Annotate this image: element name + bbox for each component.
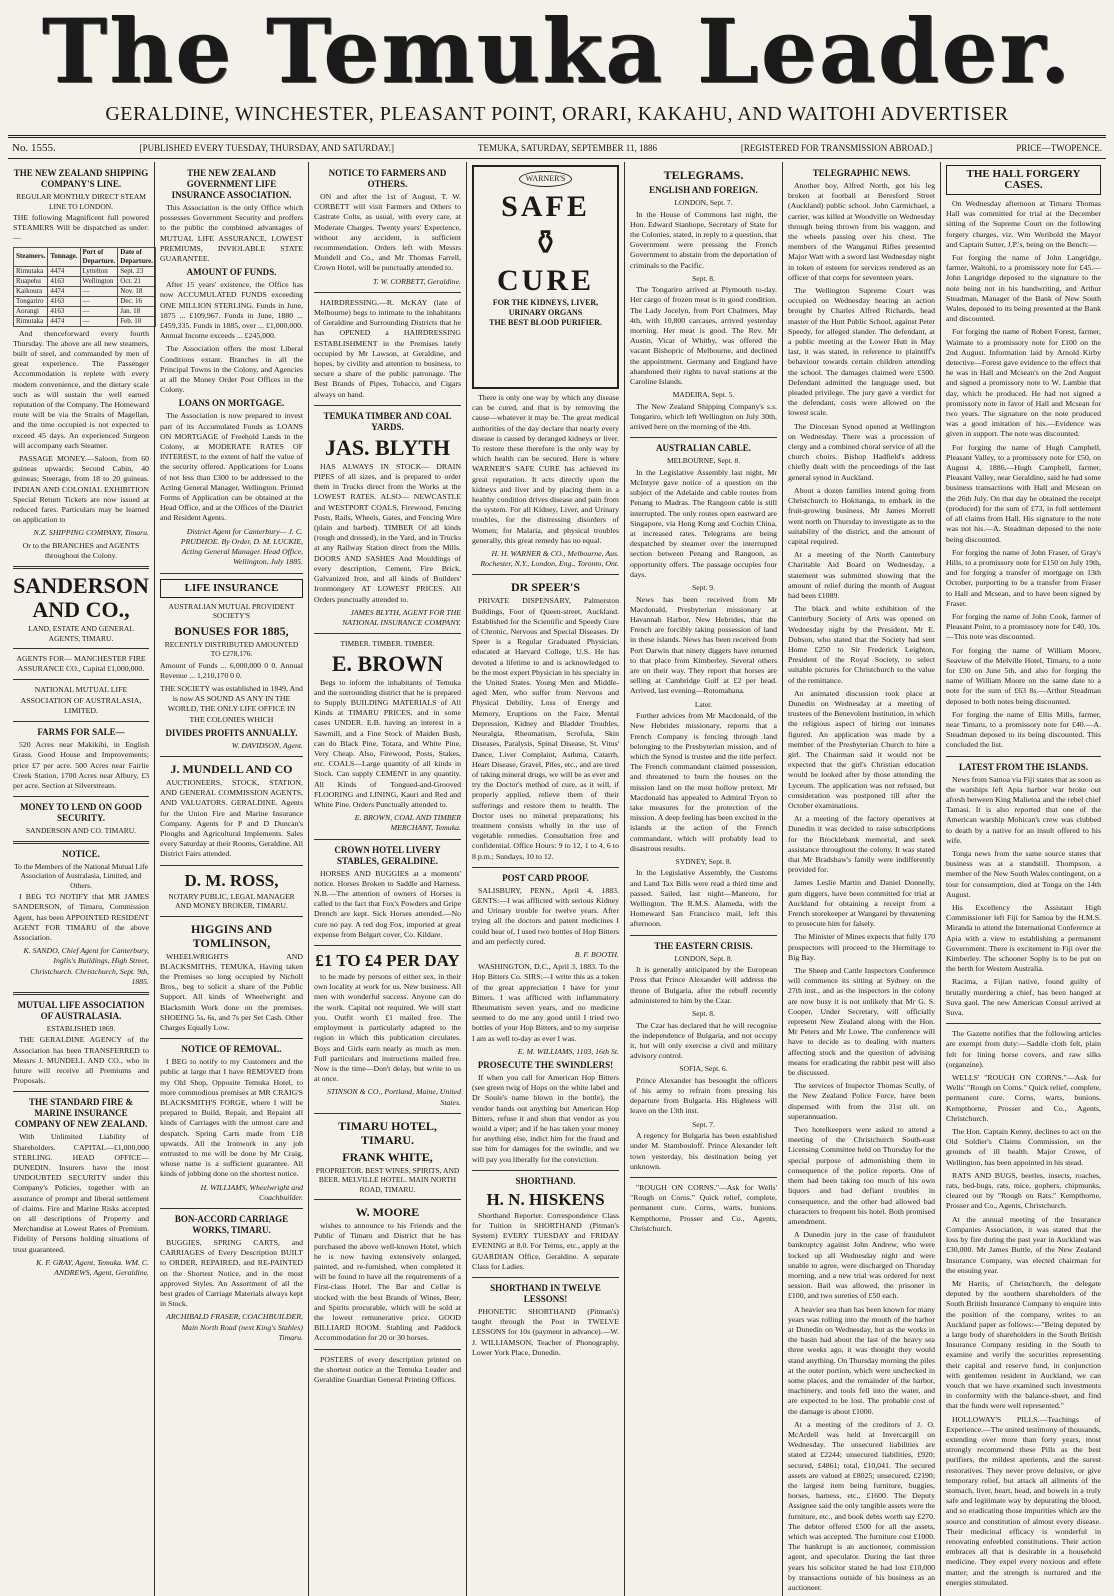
news-item: The Diocesan Synod opened at Wellington on Wednesday. There was a procession of clergy and a combined choral service of all the church choirs. Bishop Hadfield's address chiefly dealt with the proceedings of the last general synod in Auckland. — [788, 421, 935, 482]
higgins-body: WHEELWRIGHTS AND BLACKSMITHS, TEMUKA, Having taken the Premises so long occupied by Nicholl Bros., beg to solicit a share of the Public Support. All kinds of Wheelwright and Blacksmith Work done on the premises. SHOEING 5s, 6s, and 7s per Set Cash. Other Charges Equally Low. — [160, 951, 303, 1032]
brown-body: Begs to inform the inhabitants of Temuka and the surrounding district that he is prepared to Supply BUILDING MATERIALS of All Kinds at TIMARU PRICES, and in some cases UNDER. E.B. having an interest in a Sawmill, and a Fine Stock of Maiden Bush, can do Black Pine, Totara, and White Pine, Very Cheap. Also, Firewood, Posts, Stakes, etc. COALS—Large quantity of all kinds in Stock. Can supply CEMENT in any quantity. All Kinds of Tongued-and-Grooved FLOORING and LINING, Kauri and Red and White Pine. Orders Punctually attended to. — [314, 677, 461, 810]
loans-signature: District Agent for Canterbury— J. C. PRUDHOE. By Order, D. M. LUCKIE, Acting General Manager. Head Office, Wellington, July 1885. — [180, 526, 303, 567]
higgins-heading: HIGGINS AND TOMLINSON, — [190, 921, 273, 950]
sanderson-heading: SANDERSON AND CO., — [13, 573, 149, 623]
shipping-intro: THE following Magnificent full powered STEAMERS Will be dispatched as under:— — [13, 213, 149, 243]
national-mutual: NATIONAL MUTUAL LIFE ASSOCIATION OF AUSTRALASIA, LIMITED. — [20, 685, 142, 715]
safe-cure-advertisement — [472, 165, 619, 389]
cure-subheading: THE BEST BLOOD PURIFIER. — [489, 318, 602, 328]
column-5 — [624, 162, 782, 1596]
dateline-sofia: SOFIA, Sept. 6. — [679, 1064, 728, 1074]
sept-7-body: A regency for Bulgaria has been established under M. Stambouloff. Prince Alexander left town yesterday, his destination being yet unknown. — [630, 1131, 777, 1171]
telegrams-heading: TELEGRAMS. — [663, 168, 744, 182]
divider — [472, 1170, 619, 1171]
australian-cable-heading: AUSTRALIAN CABLE. — [655, 443, 752, 454]
mundell-heading: J. MUNDELL AND CO — [170, 761, 293, 776]
table-cell: Lyttelton — [80, 266, 118, 276]
mundell-body: AUCTIONEERS, STOCK, STATION, AND GENERAL COMMISSION AGENTS, AND VALUATORS. GERALDINE. Agents for the Union Fire and Marine Insurance Company. Agents for P and D Duncan's Ploughs and Agricultural Implements. Sales every Saturday at their Rooms, Geraldine. All District Fairs attended. — [160, 777, 303, 859]
sanderson-subheading: LAND, ESTATE AND GENERAL AGENTS, TIMARU. — [28, 624, 134, 643]
dateline-madeira: MADEIRA, Sept. 5. — [672, 390, 735, 400]
table-cell: Oct. 21 — [118, 276, 156, 286]
table-header: Port of Departure. — [80, 247, 118, 266]
table-cell: Rimutaka — [14, 316, 48, 326]
pound-body: to be made by persons of either sex, in their own locality at work for us. New business. All men with wonderful success. Anyone can do the work. Capital not required. We will start you. Outfit worth £1 mailed free. The employment is particularly adapted to the region in which this publication circulates. Boys and Girls earn nearly as much as men. Full particulars and instructions mailed free. Now is the time—Don't delay, but write to us at once. — [314, 972, 461, 1084]
shipping-heading: THE NEW ZEALAND SHIPPING COMPANY'S LINE. — [13, 168, 149, 189]
passage-money: PASSAGE MONEY.—Saloon, from 60 guineas upwards; Second Cabin, 40 guineas; Steerage, from 18 to 20 guineas. INDIAN AND COLONIAL EXHIBITION Special Return Tickets are now issued at reduced fares. Particulars may be learned on application to — [13, 454, 149, 525]
bonaccord-signature: ARCHIBALD FRASER, COACHBUILDER, Main North Road (next King's Stables) Timaru. — [166, 1312, 303, 1342]
islands-heading: LATEST FROM THE ISLANDS. — [958, 761, 1089, 772]
frank-white-heading: FRANK WHITE, — [342, 1149, 433, 1164]
hairdressing-body: HAIRDRESSING.—R. McKAY (late of Melbourne) begs to intimate to the inhabitants of Geraldine and Surrounding Districts that he has OPENED a HAIRDRESSING ESTABLISHMENT in the Premises lately occupied by Mr Lawson, at Geraldine, and hopes, by civility and attention to business, to secure a share of the public patronage. The Best Brands of Pipes, Tobacco, and Cigars always on hand. — [314, 297, 461, 399]
issue-date: TEMUKA, SATURDAY, SEPTEMBER 11, 1886 — [478, 143, 657, 153]
table-cell: Feb. 10 — [118, 316, 156, 326]
divider — [160, 865, 303, 866]
news-item: The Minister of Mines expects that fully 170 prospectors will proceed to the Hermitage to Big Bay. — [788, 932, 935, 962]
divider — [13, 648, 149, 649]
timaru-hotel-heading: TIMARU HOTEL, TIMARU. — [338, 1118, 437, 1147]
farms-heading: FARMS FOR SALE— — [37, 727, 125, 738]
blyth-signature: JAMES BLYTH, AGENT FOR THE NATIONAL INSURANCE COMPANY. — [342, 607, 461, 627]
english-foreign-heading: ENGLISH AND FOREIGN. — [649, 185, 758, 195]
table-cell: 4474 — [48, 266, 80, 276]
column-4 — [466, 162, 624, 1596]
forgery-paragraph: For forging the name of Hugh Campbell, Pleasant Valley, to a promissory note for £50, on August 4, 1886.—Hugh Campbell, farmer, Pleasant Valley, near Geraldine, said he had some business transactions with Hall and Mcsean on the 26th July. On that day he obtained the receipt (produced) for the sum of £73, in full settlement of all claims from Hall. His signature to the note was not his.—A. Steadman deposed to the note being discounted. — [946, 442, 1101, 544]
news-item: James Leslie Martin and Daniel Donnelly, gum diggers, have been committed for trial at Auckland for obtaining a receipt from a French storekeeper at Wangarei by threatening to prosecute him for falsely. — [788, 878, 935, 929]
rough-on-corns: "ROUGH ON CORNS."—Ask for Wells' "Rough on Corns." Quick relief, complete, permanent cure. Corns, warts, bunions. Kempthorne, Prosser and Co., Agents, Christchurch. — [630, 1182, 777, 1233]
kenny-paragraph: The Hon. Captain Kenny, declines to act on the Old Soldier's Claims Commission, on the grounds of ill health. Major Crowe, of Wellington, has been appointed in his stead. — [946, 1127, 1101, 1167]
masthead-title: The Temuka Leader. — [41, 0, 1073, 103]
sept-8b-body: The Czar has declared that he will recognise the independence of Bulgaria, and not occupy it, but will only exercise a civil and military advisory control. — [630, 1020, 777, 1061]
post-card-signature: B. F. BOOTH. — [574, 949, 619, 959]
divider — [13, 1091, 149, 1092]
divider — [160, 916, 303, 917]
dateline-london-8: LONDON, Sept. 8. — [674, 953, 733, 963]
column-6 — [782, 162, 940, 1596]
farmers-heading: NOTICE TO FARMERS AND OTHERS. — [328, 168, 447, 189]
divider — [314, 839, 461, 840]
divider — [160, 756, 303, 757]
table-cell: — — [80, 306, 118, 316]
washington-signature: E. M. WILLIAMS, 1103, 16th St. — [517, 1046, 619, 1056]
columns — [8, 162, 1106, 1593]
islands-paragraph: Racima, a Fijian native, found guilty of brutally murdering a chief, has been hanged at Suva gaol. The new American Consul arrived at Suva. — [946, 977, 1101, 1018]
ross-body: NOTARY PUBLIC, LEGAL MANAGER AND MONEY BROKER, TIMARU. — [168, 891, 295, 911]
divider — [314, 633, 461, 634]
divider — [472, 867, 619, 868]
rats-paragraph: RATS AND BUGS, beetles, insects, roaches, rats, bed-bugs, rats, mice, gophers, chipmunks, cleared out by "Rough on Rats." Kempthorne, Prosser and Co., Agents, Christchurch. — [946, 1170, 1101, 1211]
frank-white-body: PROPRIETOR. BEST WINES, SPIRITS, AND BEER. MELVILLE HOTEL. MAIN NORTH ROAD, TIMARU. — [315, 1165, 460, 1194]
dateline-sydney: SYDNEY, Sept. 8. — [675, 856, 732, 866]
divider — [314, 1349, 461, 1350]
sydney-body: In the Legislative Assembly, the Customs and Land Tax Bills were read a third time and passed. Sailed, last night—Manroto, for Wellington. The R.M.S. Alameda, with the Homeward San Francisco mail, left this afternoon. — [630, 868, 777, 929]
blyth-heading: JAS. BLYTH — [324, 434, 451, 460]
publication-schedule: [PUBLISHED EVERY TUESDAY, THURSDAY, AND SATURDAY.] — [139, 143, 395, 153]
divider — [630, 935, 777, 936]
masthead-subtitle: GERALDINE, WINCHESTER, PLEASANT POINT, ORARI, KAKAHU, AND WAITOHI ADVERTISER — [105, 103, 1009, 125]
wells-paragraph: WELLS' "ROUGH ON CORNS."—Ask for Wells' "Rough on Corns." Quick relief, complete, permanent cure. Corns, warts, bunions. Kempthorne, Prosser and Co., Agents, Christchurch. — [946, 1073, 1101, 1123]
mutual-subheading: ESTABLISHED 1869. — [46, 1023, 116, 1033]
divider — [630, 437, 777, 438]
govt-life-body: This Association is the only Office which possesses Government Security and proffers to the public the combined advantages of MUTUAL LIFE ASSURANCE, LOWEST PREMIUMS, INVIOLABLE STATE GUARANTEE. — [160, 203, 303, 264]
steamer-table — [13, 247, 156, 327]
bonaccord-body: BUGGIES, SPRING CARTS, and CARRIAGES of Every Description BUILT to ORDER, REPAIRED, and RE-PAINTED on the Shortest Notice, and in the most approved Styles. An Assortment of all the best grades of Carriage Materials always kept in Stock. — [160, 1238, 303, 1309]
twelve-lessons-heading: SHORTHAND IN TWELVE LESSONS! — [490, 1283, 601, 1305]
dateline-later: Later. — [694, 699, 713, 709]
table-header: Steamers. — [14, 247, 48, 266]
funds-note: The Association offers the most Liberal Conditions extant. Branches in all the Principal Towns in the Colony, and Agencies at all the Money Order Post Offices in the Colony. — [160, 344, 303, 395]
divider — [160, 573, 303, 574]
medicine-bottle-icon: ⚱ — [531, 225, 560, 263]
table-cell: Jan. 18 — [118, 306, 156, 316]
divider — [13, 841, 149, 844]
table-cell: Nov. 18 — [118, 286, 156, 296]
table-cell: Kaikoura — [14, 286, 48, 296]
sofia-body: Prince Alexander has besought the officers of his army to refrain from pressing his departure from Bulgaria. His Highness will leave on the 13th inst. — [630, 1075, 777, 1116]
notice-body: I BEG TO NOTIFY that MR JAMES SANDERSON, of Timaru, Commission Agent, has been APPOINTED RESIDENT AGENT FOR TIMARU of the above Association. — [13, 892, 149, 942]
table-header: Tonnage. — [48, 247, 80, 266]
forgery-paragraph: For forging the name of John Fraser, of Gray's Hills, to a promissory note for £150 on July 19th, and for forging a transfer of mortgage on 13th October, purporting to be a transfer from Fraser to Hall and Mcsean, and to have been signed by Fraser. — [946, 547, 1101, 608]
forgery-paragraph: On Wednesday afternoon at Timaru Thomas Hall was committed for trial at the December sitting of the Supreme Court on the following forgery charges, viz. Wm Weribold the Mayor and Captain Sutter, J.P.'s, being on the Bench:— — [946, 199, 1101, 249]
twelve-lessons-body: PHONETIC SHORTHAND (Pitman's) taught through the Post in TWELVE LESSONS for 10s (payment in advance).—W. J. WILLIAMSON, Teacher of Phonography, Lower York Place, Dunedin. — [472, 1307, 619, 1357]
divider — [946, 1023, 1101, 1024]
table-row — [14, 276, 156, 286]
divider — [314, 292, 461, 293]
islands-paragraph: His Excellency the Assistant High Commissioner left Fiji for Samoa by the H.M.S. Miranda to attend the International Conference at Apia with a view to establishing a permanent Government. There is excitement in Fiji over the Kimberley. The schooner Sophy is to be put on the berth for Western Australia. — [946, 903, 1101, 974]
table-header: Date of Departure. — [118, 247, 156, 266]
table-cell: Tongariro — [14, 296, 48, 306]
amp-funds: Amount of Funds ... 6,000,000 0 0. Annual Revenue ... 1,210,170 0 0. — [160, 660, 303, 680]
forgery-paragraph: For forging the name of John Cook, farmer of Pleasant Point, to a promissory note for £40, 10s.—This note was discounted. — [946, 611, 1101, 642]
table-cell: Sept. 23 — [118, 266, 156, 276]
govt-life-heading: THE NEW ZEALAND GOVERNMENT LIFE INSURANCE ASSOCIATION. — [171, 168, 292, 200]
cure-signature: H. H. WARNER & CO., Melbourne, Aus. Rochester, N.Y., London, Eng., Toronto, Ont. — [480, 549, 619, 569]
table-cell: Dec. 16 — [118, 296, 156, 306]
prosecute-body: If when you call for American Hop Bitters (see green twig of Hops on the white label and Dr Soule's name blown in the bottle), the vendor hands out anything but American Hop Bitters, refuse it and shun that vendor as you would a viper; and if he has taken your money for anything else, indict him for the fraud and sue him for damages for the swindle, and we will pay you liberally for the conviction. — [472, 1072, 619, 1164]
news-item: The services of Inspector Thomas Scully, of the New Zealand Police Force, have been dispensed with from the 31st ult. on superannuation. — [788, 1081, 935, 1121]
table-cell: 4163 — [48, 276, 80, 286]
issue-price: PRICE—TWOPENCE. — [1016, 143, 1102, 153]
column-1 — [8, 162, 154, 1596]
table-cell: 4474 — [48, 286, 80, 296]
news-item: The Wellington Supreme Court was occupied on Wednesday hearing an action brought by Charles Alfred Richards, head master of the Hutt Public School, against Peter Speedy, for alleged slander. The defendant, at a public meeting at the Lower Hutt in May last, it was stated, in reference to plaintiff's behaviour towards certain children attending the school. The damages claimed were £500. Defendant admitted the language used, but pleaded privilege. The jury gave a verdict for the defendant, costs were allowed on the lowest scale. — [788, 286, 935, 418]
life-insurance-heading: LIFE INSURANCE — [160, 579, 303, 598]
table-cell: 4163 — [48, 296, 80, 306]
dateline-melbourne-8: MELBOURNE, Sept. 8. — [666, 456, 741, 466]
column-7 — [940, 162, 1106, 1596]
standard-heading: THE STANDARD FIRE & MARINE INSURANCE COMPANY OF NEW ZEALAND. — [14, 1097, 148, 1130]
melbourne-8-body: In the Legislative Assembly last night, Mr McIntyre gave notice of a question on the subject of the Adelaide and cable routes from Penang to Madras. The Rangoon cable is still interrupted. The only routes open eastward are Singapore, via Hong Kong and Cochin China, at increased rates. Telegrams are being despatched by steamer over the interrupted section between Penang and Rangoon, as opportunity offers. The passage occupies four days. — [630, 467, 777, 579]
bonus-subheading: RECENTLY DISTRIBUTED AMOUNTED TO £278,176. — [164, 639, 299, 658]
divider — [13, 992, 149, 995]
news-item: Two hotelkeepers were asked to attend a meeting of the Christchurch South-east Licensing Committee held on Thursday for the special purpose of admonishing them in consequence of the police reports. One of them had been taking too much of his own liquors and had defiant troubles in consequence, and the other had allowed bad characters to frequent his hotel. Both promised amendment. — [788, 1125, 935, 1226]
london-7-body: In the House of Commons last night, the Hon. Edward Stanhope, Secretary of State for the Colonies, stated, in reply to a question, that Government were pressing the French Government to abstain from the deportation of criminals to the Pacific. — [630, 209, 777, 270]
divider — [472, 1277, 619, 1278]
table-row — [14, 266, 156, 276]
divider — [160, 1208, 303, 1209]
table-cell: Rimutaka — [14, 266, 48, 276]
post-card-body: SALISBURY, PENN., April 4, 1883. GENTS:—I was afflicted with serious Kidney and Urinary trouble for twelve years. After trying all the doctors and patent medicines I could hear of, I used two bottles of Hop Bitters and am perfectly cured. — [472, 885, 619, 946]
islands-paragraph: News from Samoa via Fiji states that as soon as the warships left Apia harbor war broke out afresh between King Malietoa and the rebel chief Tamasi. It is also reported that one of the American warship Mohican's crew was clubbed to death by a native for an insult offered to his wife. — [946, 774, 1101, 845]
brown-signature: E. BROWN, COAL AND TIMBER MERCHANT, Temuka. — [354, 813, 461, 833]
harris-paragraph: Mr Harris, of Christchurch, the delegate deputed by the southern shareholders of the South British Insurance Company to enquire into the position of the company, writes to an Auckland paper as follows:—"Being deputed by a large body of shareholders in the South British Insurance Company residing in the South to examine and verify the securities representing their capital and reserve fund, in conjunction with gentlemen resident in Auckland, we can vouch that we have examined such investments in conformity with the balance-sheet, and find that the funds were well represented." — [946, 1278, 1101, 1411]
removal-heading: NOTICE OF REMOVAL. — [181, 1044, 282, 1055]
sept-9-body: News has been received from Mr Macdonald, Presbyterian missionary at Havannah Harbor, New Hebrides, that the French are forcibly taking possession of land in these islands. News has been received from Port Darwin that ninety diggers have returned to that place from Kimberley. Several others are on their way. They report that horses are selling at Cambridge Gulf at £2 per head. Arrived, last evening—Rotomahana. — [630, 594, 777, 696]
eastern-crisis-heading: THE EASTERN CRISIS. — [654, 940, 753, 951]
removal-signature: H. WILLIAMS, Wheelwright and Coachbuilder. — [200, 1182, 303, 1202]
divides-heading: DIVIDES PROFITS ANNUALLY. — [165, 727, 298, 738]
pound-heading: £1 TO £4 PER DAY — [315, 951, 460, 971]
news-item: At a meeting of the factory operatives at Dunedin it was decided to raise subscriptions for the Brocklebank memorial, and seek assistance throughout the colony. It was stated that Mr Bradshaw's family were indifferently provided for. — [788, 814, 935, 875]
table-cell: — — [80, 316, 118, 326]
dateline-sept-8b: Sept. 8. — [692, 1009, 715, 1018]
removal-body: I BEG to notify to my Customers and the public at large that I have REMOVED from my Old Shop, Opposite Temuka Hotel, to more commodious premises at MR CRAIG'S BLACKSMITH'S FORGE, where I will be prepared to Build, Repair, and Repaint all kinds of Carriages with the utmost care and despatch. Spring Carts made from £18 upwards. All the Ironwork in any job entrusted to me will be done by Mr Craig, whose name is a sufficient guarantee. All kinds of jobbing done on the shortest notice. — [160, 1057, 303, 1179]
divider — [160, 1038, 303, 1039]
table-cell: — — [80, 296, 118, 306]
table-cell: Wellington — [80, 276, 118, 286]
forgery-paragraph: For forging the name of John Langridge, farmer, Waitohi, to a promissory note for £45.—John Langridge deposed to the signature to the note being not in his handwriting, and Arthur Steadman, Manager of the Bank of New South Wales, deposed to its being presented at the Bank and discounted. — [946, 253, 1101, 324]
divider — [314, 945, 461, 946]
dateline-london-7: LONDON, Sept. 7. — [674, 198, 733, 207]
divider — [13, 679, 149, 680]
column-2 — [154, 162, 308, 1596]
news-item: The Sheep and Cattle Inspectors Conference will commence its sitting at Sydney on the 27th inst., and as the inspectors in the colony are now busy it is not unlikely that Mr G. S. Cooper, Under Secretary, will officially represent New Zealand along with the Hon. Mr Peters and Mr Lowe. The conference will have to decide as to dealing with matters affecting stock and the question of advising means for eradicating the rabbit pest will also be discussed. — [788, 966, 935, 1078]
ross-heading: D. M. ROSS, — [184, 870, 279, 890]
divider — [314, 1199, 461, 1200]
gazette-paragraph: The Gazette notifies that the following articles are exempt from duty:—Saddle cloth felt, plain felt for lining horse covers, and raw silks (organzine). — [946, 1029, 1101, 1069]
divider — [630, 1177, 777, 1178]
forgery-paragraph: For forging the name of Ellis Mills, farmer, near Timaru, to a promissory note for £40.—A. Steadman deposed to its being discounted. This concluded the list. — [946, 709, 1101, 750]
notice-heading: NOTICE. — [62, 848, 100, 859]
dateline-sept-9: Sept. 9. — [692, 583, 715, 593]
shorthand-body: Shorthand Reporter. Correspondence Class for Tuition in SHORTHAND (Pitman's System) EVERY TUESDAY and FRIDAY EVENING at 8.0. For Terms, etc., apply at the GUARDIAN Office, Geraldine. A separate Class for Ladies. — [472, 1210, 619, 1271]
blyth-body: HAS ALWAYS IN STOCK— DRAIN PIPES of all sizes, and is prepared to order them in Trucks direct from the Works at the LOWEST RATES. ALSO— NEWCASTLE and WESTPORT COALS, Firewood, Fencing Posts, Rails, Wheels, Gates, and Fencing Wire (plain and barbed). TIMBER Of all kinds (rough and dressed), in the Yard, and in Trucks at any Railway Station direct from the Mills. DOORS AND SASHES And Mouldings of every description, Cement, Fire Brick, Galvanized Iron, and all kinds of Builders' Ironmongery AT LOWEST PRICES. All Orders punctually attended to. — [314, 461, 461, 604]
telegraphic-news-heading: TELEGRAPHIC NEWS. — [812, 168, 911, 178]
farms-body: 520 Acres near Makikihi, in English Grass. Good House and Improvements; price £7 per acre. 500 Acres near Fairlie Creek Station, 1700 Acres near Albury, £3 per acre. Section at Silverstream. — [13, 740, 149, 790]
table-row — [14, 296, 156, 306]
shipping-signature: N.Z. SHIPPING COMPANY, Timaru. — [33, 528, 149, 538]
sept-8-body: The Tongariro arrived at Plymouth to-day. Her cargo of frozen meat is in good condition. The Lady Jocelyn, from Port Chalmers, May 4th, with 10,800 carcases, arrived yesterday morning. Her meat is good. The Rev. Mr Austin, Vicar of Whitby, was offered the vacant Bishopric of Melbourne, and declined the appointment. Germany and England have abandoned their rights to naval stations at the Caroline Islands. — [630, 285, 777, 387]
news-item: A heavier sea than has been known for many years was rolling into the mouth of the harbor at Dunedin on Wednesday, but as the works in the basin had about the last of the heavy sea three weeks ago, it was thought they would stand anything. On Thursday morning the piles at the outer portion, which were unchecked in some places, and the remainder of the harbor, machinery, and tools fell into the water, and are expected to be lost. The probable cost of the damage is about £1000. — [788, 1304, 935, 1416]
cure-for: FOR THE KIDNEYS, LIVER, URINARY ORGANS — [492, 298, 599, 318]
standard-signature: K. F. GRAY, Agent, Temuka. WM. C. ANDREWS, Agent, Geraldine. — [36, 1257, 149, 1278]
mutual-heading: MUTUAL LIFE ASSOCIATION OF AUSTRALASIA. — [17, 999, 145, 1021]
later-body: Further advices from Mr Macdonald, of the New Hebrides missionary, reports that a French Company is fencing through land belonging to the Presbyterian mission, and of which the Synod is trustee and the title perfect. The French commandant claimed possession, and threatened to burn the houses on the mission land on the most hollow pretext. Mr Macdonald has appealed to Admiral Tryon to take measures for the protection of the mission. A deep feeling has been excited in the islands at the action of the French commandant, which will probably lead to disastrous results. — [630, 711, 777, 853]
table-row — [14, 286, 156, 296]
registration-note: [REGISTERED FOR TRANSMISSION ABROAD.] — [740, 143, 933, 153]
crown-body: HORSES AND BUGGIES at a moments' notice. Horses Broken to Saddle and Harness. N.B.—The attention of owners of Horses is called to the fact that Fox's Powders and Gripe Drench are kept. Sick Horses attended.—No cure no pay. A red dog Fox, imported at great expense from Belgart cover, Co. Kildare. — [314, 868, 461, 939]
hiskens-heading: H. N. HISKENS — [486, 1189, 605, 1209]
moore-heading: W. MOORE — [355, 1205, 420, 1220]
amp-body: THE SOCIETY was established in 1849, And is now AS SOUND AS ANY IN THE WORLD, THE ONLY LIFE OFFICE IN THE COLONIES WHICH — [160, 683, 303, 724]
brown-heading: E. BROWN — [331, 650, 444, 676]
divider — [13, 721, 149, 722]
money-heading: MONEY TO LEND ON GOOD SECURITY. — [20, 802, 142, 824]
bonaccord-heading: BON-ACCORD CARRIAGE WORKS, TIMARU. — [174, 1214, 289, 1236]
dateline-sept-7: Sept. 7. — [692, 1119, 715, 1129]
news-item: At a meeting of the North Canterbury Charitable Aid Board on Wednesday, a statement was submitted showing that the amount of relief during the month of August had been £1089. — [788, 550, 935, 600]
prosecute-heading: PROSECUTE THE SWINDLERS! — [477, 1059, 614, 1070]
table-cell: 4474 — [48, 316, 80, 326]
cure-word-cure: CURE — [496, 264, 594, 298]
divider — [472, 574, 619, 575]
table-cell: — — [80, 286, 118, 296]
posters-body: POSTERS of every description printed on the shortest notice at the Temuka Leader and Geraldine Guardian General Printing Offices. — [314, 1354, 461, 1385]
bonus-heading: BONUSES FOR 1885, — [174, 623, 289, 638]
column-3 — [308, 162, 466, 1596]
shipping-body: And thenceforward every fourth Thursday. The above are all new steamers, built of steel, and commanded by men of great experience. The Passenger Accommodation is replete with every modern convenience, and the dietary scale such as will sustain the well earned reputation of the Company. The Homeward route will be via the Straits of Magellan, and the time occupied is not expected to exceed 45 days. An experienced Surgeon will accompany each Steamer. — [13, 328, 149, 450]
divider — [946, 756, 1101, 757]
table-row — [14, 316, 156, 326]
forgery-paragraph: For forging the name of William Moore, Seaview of the Melville Hotel, Timaru, to a note for £30 on June 5th, and also for forging the name of William Moore on the same date to a note for the sum of £63 8s.—Arthur Steadman deposed to both notes being discounted. — [946, 645, 1101, 706]
holloway-paragraph: HOLLOWAY'S PILLS.—Teachings of Experience.—The united testimony of thousands, extending over more than forty years, most strongly recommend these Pills as the best purifiers, the mildest aperients, and the surest restoratives. They never prove delusive, or give temporary relief, but attack all ailments of the stomach, liver, heart, head, and bowels in a truly safe and legitimate way by depurating the blood, and so eradicating those impurities which are the source and constitution of almost every disease. Their medicinal efficacy is wonderful in renovating enfeebled constitutions. Their action embraces all that is desirable in a household medicine. They expel every noxious and effete matter; and the strength is nurtured and the energies stimulated. — [946, 1414, 1101, 1587]
shorthand-heading: SHORTHAND. — [515, 1175, 576, 1186]
cure-word-safe: SAFE — [501, 190, 590, 224]
loans-heading: LOANS ON MORTGAGE. — [178, 398, 285, 409]
funds-heading: AMOUNT OF FUNDS. — [186, 267, 277, 278]
loans-body: The Association is now prepared to invest part of its Accumulated Funds as LOANS ON MORTGAGE of Freehold Lands in the Colony, at MODERATE RATES OF INTEREST, to the extent of half the value of the security offered. Applications for Loans of not less than £300 to be addressed to the Acting General Manager, Wellington. Printed Forms of Application can be obtained at the Head Office, and at the Offices of the District and Resident Agents. — [160, 411, 303, 523]
news-item: Another boy, Alfred North, got his leg broken at football at Beresford Street (Auckland) public school. John Carmichael, a carrier, was killed at Woodville on Wednesday through being thrown from his waggon, and the wheels passing over his chest. The members of the Wanganui Rifles presented Major Watt with a sword last Wednesday night in token of esteem for services rendered as an officer of that corps for seventeen years. — [788, 181, 935, 282]
divider — [314, 1113, 461, 1114]
table-cell: 4163 — [48, 306, 80, 316]
forgery-heading: THE HALL FORGERY CASES. — [946, 165, 1101, 195]
masthead — [0, 0, 1114, 128]
notice-signature: K. SANDO, Chief Agent for Canterbury, Inglis's Buildings, High Street, Christchurch. Christchurch, Sept. 9th, 1885. — [23, 946, 149, 986]
agents-for: AGENTS FOR— MANCHESTER FIRE ASSURANCE CO., Capital £1,000,000. — [16, 654, 146, 674]
money-signature: SANDERSON AND CO. TIMARU. — [25, 826, 137, 836]
farmers-signature: T. W. CORBETT, Geraldine. — [372, 276, 461, 286]
insurance-paragraph: At the annual meeting of the Insurance Companies Association, it was stated that the loss by fire during the past year in Auckland was £30,000. Mr James Buttle, of the New Zealand Insurance Company, was elected chairman for the ensuing year. — [946, 1214, 1101, 1275]
news-item: At a meeting of the creditors of J. O. McArdell was held at Invercargill on Wednesday. The unsecured liabilities are stated at £2244; unsecured liabilities, £920; secured, £4861; total, £10,041. The secured assets are valued at £8025; unsecured, £2190; the largest item being furniture, buggies, horses, harness, etc., £1600. The Deputy Assignee said the only tangible assets were the furniture, etc., and book debts worth say £270. The debtor offered £500 for all the assets, which was accepted. The furniture cost £1000. The bankrupt is an auctioneer, commission agent, and speculator. During the last three years his solicitor stated he had lost £10,000 by transactions outside of his business as an auctioneer. — [788, 1419, 935, 1593]
pound-signature: STINSON & CO., Portland, Maine, United States. — [326, 1087, 461, 1107]
islands-paragraph: Tonga news from the same source states that business was at a standstill. Thompson, a member of the New South Wales contingent, on a tour for consumption, died at Tonga on the 14th August. — [946, 848, 1101, 899]
cure-badge: WARNER'S — [519, 171, 573, 187]
table-cell: Aorangi — [14, 306, 48, 316]
amp-signature: W. DAVIDSON, Agent. — [231, 740, 303, 750]
shipping-agents: Or to the BRANCHES and AGENTS throughout the Colony. — [22, 540, 140, 560]
divider — [13, 566, 149, 569]
news-item: The black and white exhibition of the Canterbury Society of Arts was opened on Wednesday night by the President, Mr E. Dobson, who stated that the Society had sent Home £250 to Sir Frederick Leighton, President of the Royal Society, to select suitable pictures for Christchurch to the value of the remittance. — [788, 604, 935, 685]
timber-heading: TEMUKA TIMBER AND COAL YARDS. — [323, 410, 452, 432]
table-row — [14, 306, 156, 316]
madeira-body: The New Zealand Shipping Company's s.s. Tongariro, which left Wellington on July 30th, arrived here on the morning of the 4th. — [630, 401, 777, 432]
shipping-subheading: REGULAR MONTHLY DIRECT STEAM LINE TO LONDON. — [16, 192, 146, 211]
issue-number: No. 1555. — [12, 142, 56, 154]
speer-body: PRIVATE DISPENSARY, Palmerston Buildings, Foot of Queen-street, Auckland. Established for the Scientific and Speedy Cure of Chronic, Nervous and Special Diseases. Dr Speer is a Regular Graduated Physician, educated at Harvard College, U.S. He has devoted a lifetime to and is acknowledged to be the most expert Physician in his specialty in the United States. Young Men and Middle-aged Men, who suffer from Nervous and Physical Debility, Loss of Energy and Memory, Eruptions on the Face, Mental Depression, Kidney and Bladder Troubles, Neuralgia, Rheumatism, Scrofula, Skin Diseases, Paralysis, Spinal Disease, St. Vitus' Dance, Liver Complaint, Asthma, Catarrh, Heart Disease, Gravel, Piles, etc., and are tired of taking mineral drugs, we will be as ever and try the Doctor's method of cure, as it will, if properly applied, relieve them of their sufferings and restore them to health. The Doctor uses no mineral preparations; his treatment consists wholly in the use of vegetable remedies. Consultation free and confidential. Office Hours: 9 to 12, 1 to 4, 6 to 8 p.m.; Sundays, 10 to 12. — [472, 596, 619, 861]
divider — [13, 796, 149, 797]
news-item: A Dunedin jury in the case of fraudulent bankruptcy against John Andrew, who were locked up all Wednesday night and were unable to agree, were discharged on Thursday morning, and a new trial was ordered for next session. Bail was allowed, the prisoner in £100, and two sureties of £50 each. — [788, 1230, 935, 1301]
amp-heading: AUSTRALIAN MUTUAL PROVIDENT SOCIETY'S — [168, 601, 295, 620]
funds-body: After 15 years' existence, the Office has now ACCUMULATED FUNDS exceeding ONE MILLION STERLING. Funds in June, 1875 ... £109,967. Funds in June, 1880 ... £459,335. Funds in 1885, over ... £1,000,000. Annual Income exceeds ... £245,000. — [160, 280, 303, 341]
cure-body: There is only one way by which any disease can be cured, and that is by removing the cause—whatever it may be. The great medical authorities of the day declare that nearly every disease is caused by deranged kidneys or liver. To restore these therefore is the only way by which health can be secured. Here is where WARNER'S SAFE CURE has achieved its great reputation. It acts directly upon the kidneys and liver and by placing them in a healthy condition drives disease and pain from the system. For all Kidney, Liver, and Urinary troubles, for the distressing disorders of Women; for Malaria, and physical troubles generally, this great remedy has no equal. — [472, 393, 619, 545]
moore-body: wishes to announce to his Friends and the Public of Timaru and District that he has purchased the above well-known Hotel, which he is now having extensively enlarged, painted, and re-furnished, when completed it will be found to have all the requirements of a First-class Hotel. The Bar and Cellar is stocked with the best Brands of Wines, Beer, and Spirits procurable, which will be sold at the lowest remunerative price. GOOD BILLIARD ROOM. Stabling and Paddock Accommodation for 20 or 30 horses. — [314, 1221, 461, 1343]
post-card-heading: POST CARD PROOF. — [502, 872, 589, 883]
table-cell: Ruapehu — [14, 276, 48, 286]
farmers-body: ON and after the 1st of August, T. W. CORBETT will visit Farmers and Others to Castrate Colts, as usual, with every care, at Moderate Charges. Twenty years' Experience, without any accident, is sufficient recommendation. Orders left with Messrs Mundell and Co., and Mr Thomas Farrell, Crown Hotel, will be punctually attended to. — [314, 192, 461, 273]
forgery-paragraph: For forging the name of Robert Forest, farmer, Waimate to a promissory note for £100 on the 2nd August. Information laid by Arnold Kirby detective—Forest gave evidence to the effect that he was in Hall and Mcsean's on the 2nd August and signed a promissory note to W. Lambie that day, which he produced. He had not signed a promissory note in favor of Hall and Mcsean for two years. The signature on the note produced was a good imitation of his.—Evidence was given in support. The note was discounted. — [946, 327, 1101, 439]
standard-body: With Unlimited Liability of Shareholders. CAPITAL—£1,000,000 STERLING. HEAD OFFICE—DUNEDIN. Insurers have the most UNDOUBTED SECURITY under this Company's Policies, together with an assurance of prompt and liberal settlement of claims. Fire and Marine Risks accepted on all descriptions of Property and Merchandise at Lowest Rates of Premium. Fidelity of Persons holding situations of trust guaranteed. — [13, 1132, 149, 1254]
washington-body: WASHINGTON, D.C., April 3, 1883. To the Hop Bitters Co. SIRS:—I write this as a token of the great appreciation I have for your Bitters. I was afflicted with inflammatory Rheumatism seven years, and no medicine seemed to do me any good until I tried two bottles of your Hop Bitters, and to my surprise I am as well to-day as ever I was. — [472, 962, 619, 1043]
notice-subheading: To the Members of the National Mutual Life Association of Australasia, Limited, and Others. — [14, 861, 148, 890]
brown-timber: TIMBER. TIMBER. TIMBER. — [340, 639, 435, 649]
mutual-body: THE GERALDINE AGENCY of the Association has been TRANSFERRED to Messrs J. MUNDELL AND CO., who in future will receive all Premiums and Proposals. — [13, 1035, 149, 1086]
london-8-body: It is generally anticipated by the European Press that Prince Alexander will address the throne of Bulgaria, after the rebuff recently administered to him by the Czar. — [630, 965, 777, 1005]
news-item: An animated discussion took place at Dunedin on Wednesday at a meeting of trustees of the Benevolent Institution, in which the religious aspect of hiring out inmates figured. An application was made by a member of the Presbyterian Church to hire a girl. The Chairman said it would not be expected that the girl's Christian education would be looked after by those attending the Lyceum. The application was not refused, but consideration was postponed till after the October examinations. — [788, 688, 935, 810]
news-item: About a dozen families intend going from Christchurch to Hokitanga, to embark in the fruit-growing business. Mr James Morrell went north on Thursday to investigate as to the suitability of the district, and the amount of capital required. — [788, 485, 935, 546]
divider — [314, 405, 461, 406]
crown-heading: CROWN HOTEL LIVERY STABLES, GERALDINE. — [334, 844, 441, 866]
speer-heading: DR SPEER'S — [510, 580, 581, 595]
dateline — [8, 135, 1106, 159]
dateline-sept-8: Sept. 8. — [692, 273, 715, 283]
